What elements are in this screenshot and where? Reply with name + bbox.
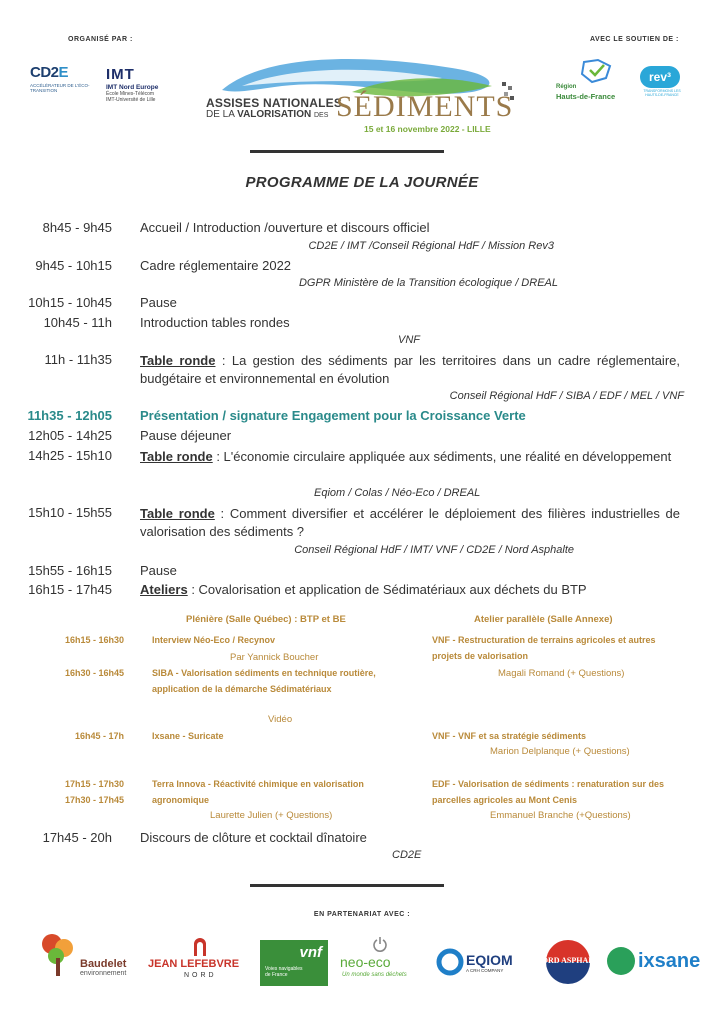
top-divider: [250, 150, 444, 153]
desc-s3: Pause: [140, 295, 177, 310]
text-s8: : L'économie circulaire appliquée aux sédiments, une réalité en développement: [212, 449, 672, 464]
time-s10: 15h55 - 16h15: [28, 563, 112, 578]
vnf-name: vnf: [299, 944, 322, 961]
cd2e-mark-b: E: [58, 64, 69, 81]
time-s4: 10h45 - 11h: [43, 315, 112, 330]
cd2e-mark-a: CD2: [30, 64, 59, 81]
cd2e-logo: [30, 64, 100, 93]
credit-s8: Eqiom / Colas / Néo-Eco / DREAL: [314, 487, 481, 499]
ixsane-circle-icon: [606, 946, 636, 976]
desc-s9: [140, 505, 680, 541]
workshop-time-w2: 16h30 - 16h45: [64, 668, 124, 678]
credit-s12: CD2E: [392, 849, 422, 861]
time-s6: 11h35 - 12h05: [27, 408, 112, 423]
time-s2: 9h45 - 10h15: [35, 258, 112, 273]
workshop-time-w4b: 17h30 - 17h45: [64, 795, 124, 805]
neo-eco-power-icon: [372, 936, 388, 952]
label-s11: Ateliers: [140, 582, 188, 597]
event-title-de-la: DE LA: [206, 109, 235, 120]
event-title-des: DES: [314, 112, 329, 119]
partners-label: EN PARTENARIAT AVEC :: [313, 911, 411, 918]
region-name2: Hauts-de-France: [556, 92, 616, 101]
support-label: AVEC LE SOUTIEN DE :: [590, 36, 679, 43]
neo-eco-name: neo-eco: [340, 954, 391, 970]
region-name1: Région: [556, 84, 577, 90]
label-s9: Table ronde: [140, 506, 215, 521]
event-title-valorisation: VALORISATION: [237, 109, 312, 120]
time-s9: 15h10 - 15h55: [28, 505, 112, 520]
credit-s4: VNF: [398, 334, 420, 346]
organized-by-label: ORGANISÉ PAR :: [68, 36, 133, 43]
event-title-line2: [206, 109, 328, 120]
workshop-time-w1: 16h15 - 16h30: [64, 635, 124, 645]
baudelet-tree-icon: [38, 930, 78, 978]
bottom-divider: [250, 884, 444, 887]
event-title-line1: ASSISES NATIONALES: [206, 96, 343, 110]
desc-s11: [140, 582, 587, 597]
eqiom-name: EQIOM: [466, 952, 513, 968]
imt-name: IMT Nord Europe: [106, 84, 159, 91]
workshop-head-left: Plénière (Salle Québec) : BTP et BE: [186, 614, 346, 625]
credit-s9: Conseil Régional HdF / IMT/ VNF / CD2E / Nord Asphalte: [294, 544, 574, 556]
workshop-by-w4: Laurette Julien (+ Questions): [210, 810, 333, 821]
workshop-item-r3: EDF - Valorisation de sédiments : renaturation sur des parcelles agricoles au Mont Cenis: [432, 779, 665, 805]
desc-s8: [140, 448, 680, 466]
desc-s12: Discours de clôture et cocktail dînatoire: [140, 830, 367, 845]
time-s1: 8h45 - 9h45: [42, 220, 112, 235]
desc-s1: Accueil / Introduction /ouverture et discours officiel: [140, 220, 430, 235]
time-s3: 10h15 - 10h45: [28, 295, 112, 310]
label-s5: Table ronde: [140, 353, 216, 368]
baudelet-name: Baudelet: [80, 958, 127, 970]
desc-s5: [140, 352, 680, 388]
workshop-by-r1: Magali Romand (+ Questions): [498, 668, 625, 679]
workshop-time-w4a: 17h15 - 17h30: [64, 779, 124, 789]
jean-lefebvre-sub: NORD: [184, 972, 217, 979]
event-date: 15 et 16 novembre 2022 - LILLE: [364, 124, 491, 134]
partner-baudelet: [38, 930, 138, 990]
workshop-time-w3: 16h45 - 17h: [74, 731, 124, 741]
workshop-item-w1: Interview Néo-Eco / Recynov: [152, 635, 276, 645]
time-s5: 11h - 11h35: [44, 352, 112, 367]
workshop-item-w3: Ixsane - Suricate: [152, 731, 224, 741]
workshop-by-w2: Vidéo: [268, 714, 293, 725]
desc-s2: Cadre réglementaire 2022: [140, 258, 292, 273]
region-map-icon: [576, 58, 616, 84]
workshop-item-r1: VNF - Restructuration de terrains agricoles et autres projets de valorisation: [432, 635, 656, 661]
workshop-head-right: Atelier parallèle (Salle Annexe): [474, 614, 613, 625]
imt-sub2: IMT-Université de Lille: [106, 97, 156, 103]
eqiom-ring-icon: [436, 948, 464, 976]
cd2e-subtitle: ACCÉLÉRATEUR DE L'ÉCO-TRANSITION: [30, 83, 90, 93]
time-s11: 16h15 - 17h45: [28, 582, 112, 597]
partner-neo-eco: [340, 930, 430, 990]
nord-asphalte-name: NORD ASPHALTE: [536, 956, 604, 965]
rev3-mark: rev³: [640, 66, 680, 88]
workshop-item-w2: SIBA - Valorisation sédiments en technique routière, application de la démarche Sédimatériaux: [152, 668, 376, 694]
workshop-item-w4: Terra Innova - Réactivité chimique en valorisation agronomique: [152, 779, 364, 805]
text-s5: : La gestion des sédiments par les territoires dans un cadre réglementaire, budgétaire et environnemental en évolution: [140, 353, 680, 386]
neo-eco-sub: Un monde sans déchets: [342, 972, 407, 978]
time-s12: 17h45 - 20h: [42, 830, 112, 845]
rev3-subtitle: TRANSFORMONS LES HAUTS-DE-FRANCE: [643, 89, 681, 97]
desc-s4: Introduction tables rondes: [140, 315, 290, 330]
workshop-item-r2: VNF - VNF et sa stratégie sédiments: [432, 731, 587, 741]
eqiom-sub: A CRH COMPANY: [466, 968, 504, 973]
rev3-logo: [640, 66, 684, 97]
partner-jean-lefebvre: [148, 930, 248, 990]
partner-ixsane: [606, 930, 701, 990]
credit-s1: CD2E / IMT /Conseil Régional HdF / Mission Rev3: [308, 240, 554, 252]
imt-mark: IMT: [106, 66, 135, 83]
workshop-by-r2: Marion Delplanque (+ Questions): [490, 746, 630, 757]
ixsane-name: ixsane: [638, 950, 701, 972]
jean-lefebvre-arch-icon: [192, 936, 208, 956]
partner-vnf: [260, 940, 328, 986]
event-title-big: SÉDIMENTS: [336, 90, 514, 123]
partner-nord-asphalte: [534, 930, 604, 990]
text-s9: : Comment diversifier et accélérer le déploiement des filières industrielles de valorisation des sédiments ?: [140, 506, 680, 539]
credit-s5: Conseil Régional HdF / SIBA / EDF / MEL / VNF: [449, 390, 684, 402]
workshop-by-w1: Par Yannick Boucher: [230, 652, 319, 663]
time-s8: 14h25 - 15h10: [28, 448, 112, 463]
time-s7: 12h05 - 14h25: [28, 428, 112, 443]
vnf-sub: Voies navigables de France: [265, 966, 303, 978]
desc-s6: Présentation / signature Engagement pour la Croissance Verte: [140, 408, 526, 423]
imt-logo: [106, 66, 198, 103]
credit-s2: DGPR Ministère de la Transition écologique / DREAL: [298, 277, 558, 289]
jean-lefebvre-name: JEAN LEFEBVRE: [148, 958, 240, 970]
workshop-by-r3: Emmanuel Branche (+Questions): [490, 810, 631, 821]
text-s11: : Covalorisation et application de Sédimatériaux aux déchets du BTP: [187, 582, 587, 597]
label-s8: Table ronde: [140, 449, 213, 464]
desc-s10: Pause: [140, 563, 177, 578]
page-title: PROGRAMME DE LA JOURNÉE: [245, 174, 479, 191]
baudelet-sub: environnement: [80, 970, 127, 977]
event-logo: [202, 56, 532, 136]
desc-s7: Pause déjeuner: [140, 428, 232, 443]
imt-sub1: École Mines-Télécom: [106, 91, 155, 97]
partner-eqiom: [434, 930, 534, 990]
